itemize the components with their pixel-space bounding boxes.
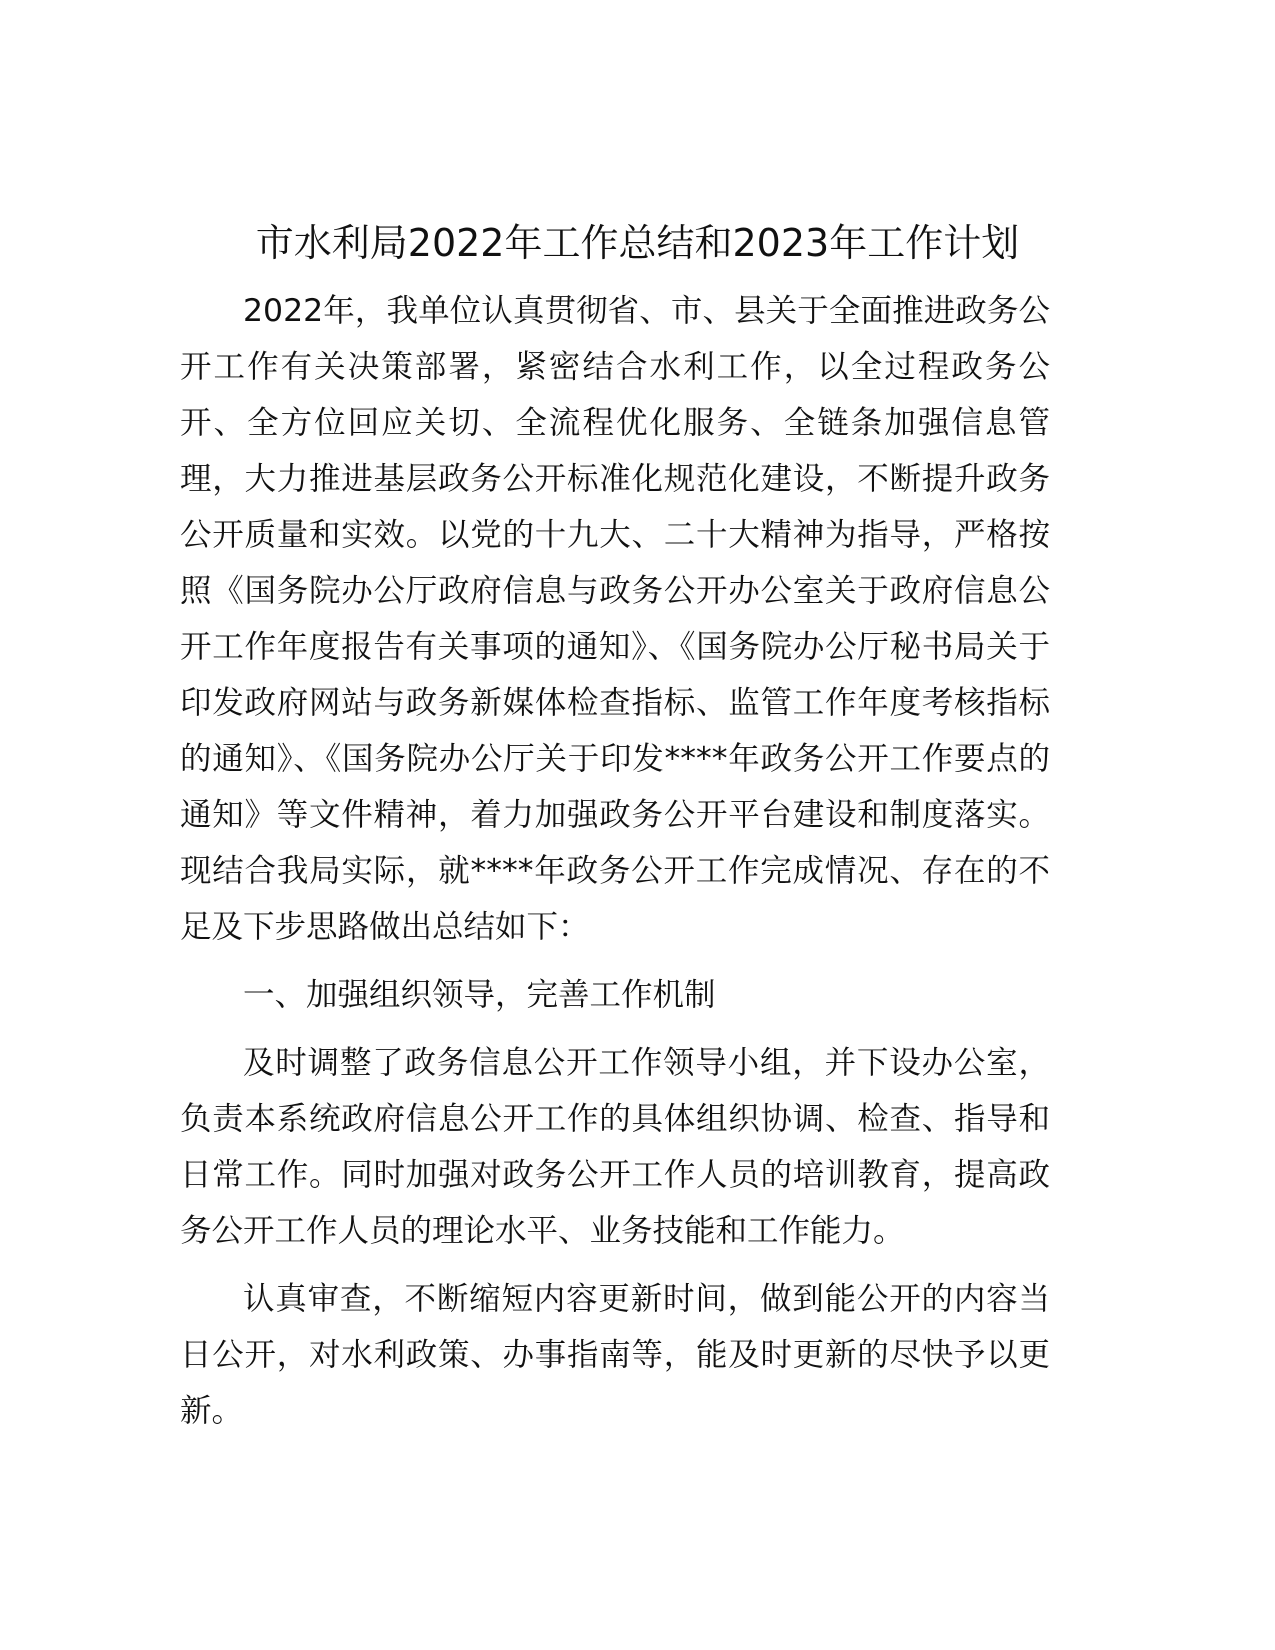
section-1-paragraph-2: 认真审查，不断缩短内容更新时间，做到能公开的内容当日公开，对水利政策、办事指南等，能及时更新的尽快予以更新。	[180, 1281, 1050, 1429]
document-body	[180, 283, 1050, 1439]
section-1-heading: 一、加强组织领导，完善工作机制	[243, 977, 716, 1013]
intro-paragraph: 2022年，我单位认真贯彻省、市、县关于全面推进政务公开工作有关决策部署，紧密结合水利工作，以全过程政务公开、全方位回应关切、全流程优化服务、全链条加强信息管理，大力推进基层政务公开标准化规范化建设，不断提升政务公开质量和实效。以党的十九大、二十大精神为指导，严格按照《国务院办公厅政府信息与政务公开办公室关于政府信息公开工作年度报告有关事项的通知》、《国务院办公厅秘书局关于印发政府网站与政务新媒体检查指标、监管工作年度考核指标的通知》、《国务院办公厅关于印发****年政务公开工作要点的通知》等文件精神，着力加强政务公开平台建设和制度落实。现结合我局实际，就****年政务公开工作完成情况、存在的不足及下步思路做出总结如下：	[180, 293, 1050, 945]
section-1-paragraph-1: 及时调整了政务信息公开工作领导小组，并下设办公室，负责本系统政府信息公开工作的具体组织协调、检查、指导和日常工作。同时加强对政务公开工作人员的培训教育，提高政务公开工作人员的理论水平、业务技能和工作能力。	[180, 1045, 1050, 1249]
document-title: 市水利局2022年工作总结和2023年工作计划	[255, 221, 1020, 265]
